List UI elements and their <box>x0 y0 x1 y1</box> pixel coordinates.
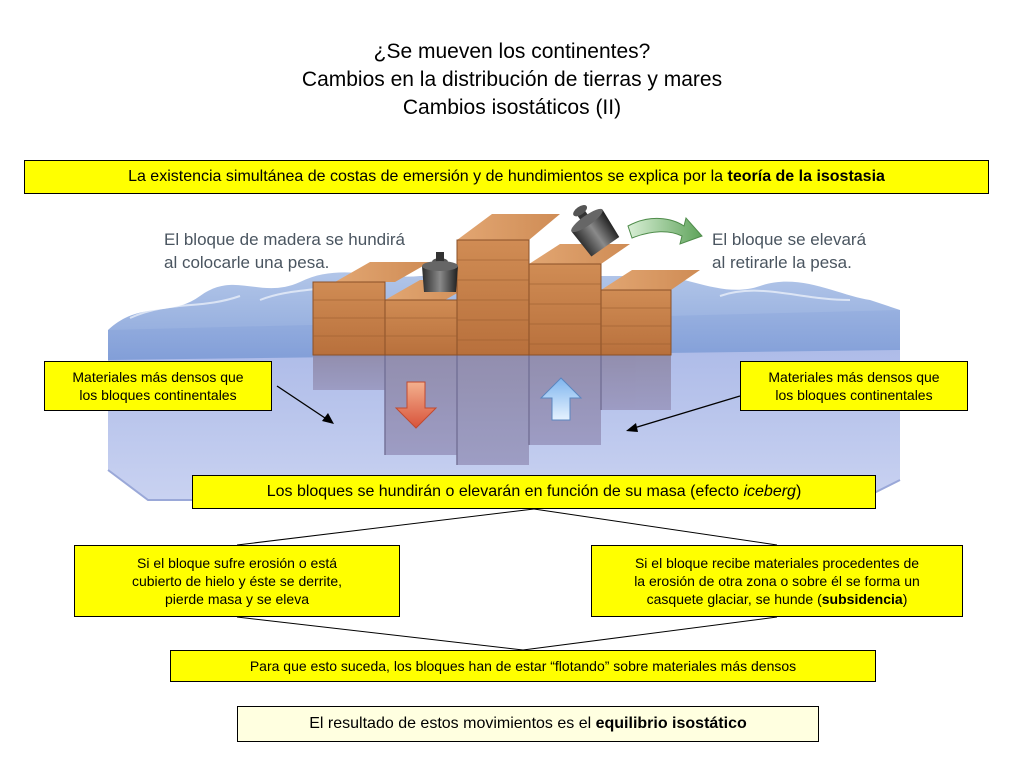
caption-left-line-1: El bloque de madera se hundirá <box>164 230 405 249</box>
caption-left <box>164 228 405 274</box>
label-left-line-1: Materiales más densos que <box>72 369 244 385</box>
floating-text: Para que esto suceda, los bloques han de estar “flotando” sobre materiales más densos <box>249 658 797 674</box>
erosion-line-2: cubierto de hielo y éste se derrite, <box>131 573 343 589</box>
subsidence-line-3-text: casquete glaciar, se hunde ( <box>646 591 822 607</box>
title-line-2: Cambios en la distribución de tierras y mares <box>301 68 723 91</box>
mass-text: Los bloques se hundirán o elevarán en función de su masa (efecto <box>266 483 744 500</box>
caption-right-line-2: al retirarle la pesa. <box>712 253 852 272</box>
subsidence-line-1: Si el bloque recibe materiales procedentes de <box>634 555 920 571</box>
label-left-line-2: los bloques continentales <box>79 387 237 403</box>
mass-end: ) <box>795 483 802 500</box>
erosion-line-1: Si el bloque sufre erosión o está <box>136 555 337 571</box>
title-line-3: Cambios isostáticos (II) <box>402 96 622 119</box>
label-right-line-1: Materiales más densos que <box>768 369 940 385</box>
dense-materials-label-left <box>44 361 272 411</box>
intro-bold: teoría de la isostasia <box>727 168 885 185</box>
subsidence-box <box>591 545 963 617</box>
title-line-1: ¿Se mueven los continentes? <box>373 40 651 63</box>
floating-box <box>170 650 876 682</box>
result-text: El resultado de estos movimientos es el <box>309 715 596 732</box>
result-bold: equilibrio isostático <box>595 715 747 732</box>
subsidence-line-2: la erosión de otra zona o sobre él se forma un <box>634 573 920 589</box>
erosion-box <box>74 545 400 617</box>
erosion-line-3: pierde masa y se eleva <box>165 591 309 607</box>
mass-box <box>192 475 876 509</box>
caption-left-line-2: al colocarle una pesa. <box>164 253 330 272</box>
dense-materials-label-right <box>740 361 968 411</box>
subsidence-bold: subsidencia <box>821 591 903 607</box>
caption-right-line-1: El bloque se elevará <box>712 230 867 249</box>
result-box <box>237 706 819 742</box>
intro-text: La existencia simultánea de costas de emersión y de hundimientos se explica por la <box>128 168 728 185</box>
lift-arrow-icon <box>628 218 702 244</box>
label-right-line-2: los bloques continentales <box>775 387 933 403</box>
caption-right <box>712 228 866 274</box>
subsidence-line-3 <box>634 590 920 608</box>
subsidence-line-3-end: ) <box>902 591 908 607</box>
mass-italic: iceberg <box>743 483 796 500</box>
weight-icon <box>422 252 458 292</box>
